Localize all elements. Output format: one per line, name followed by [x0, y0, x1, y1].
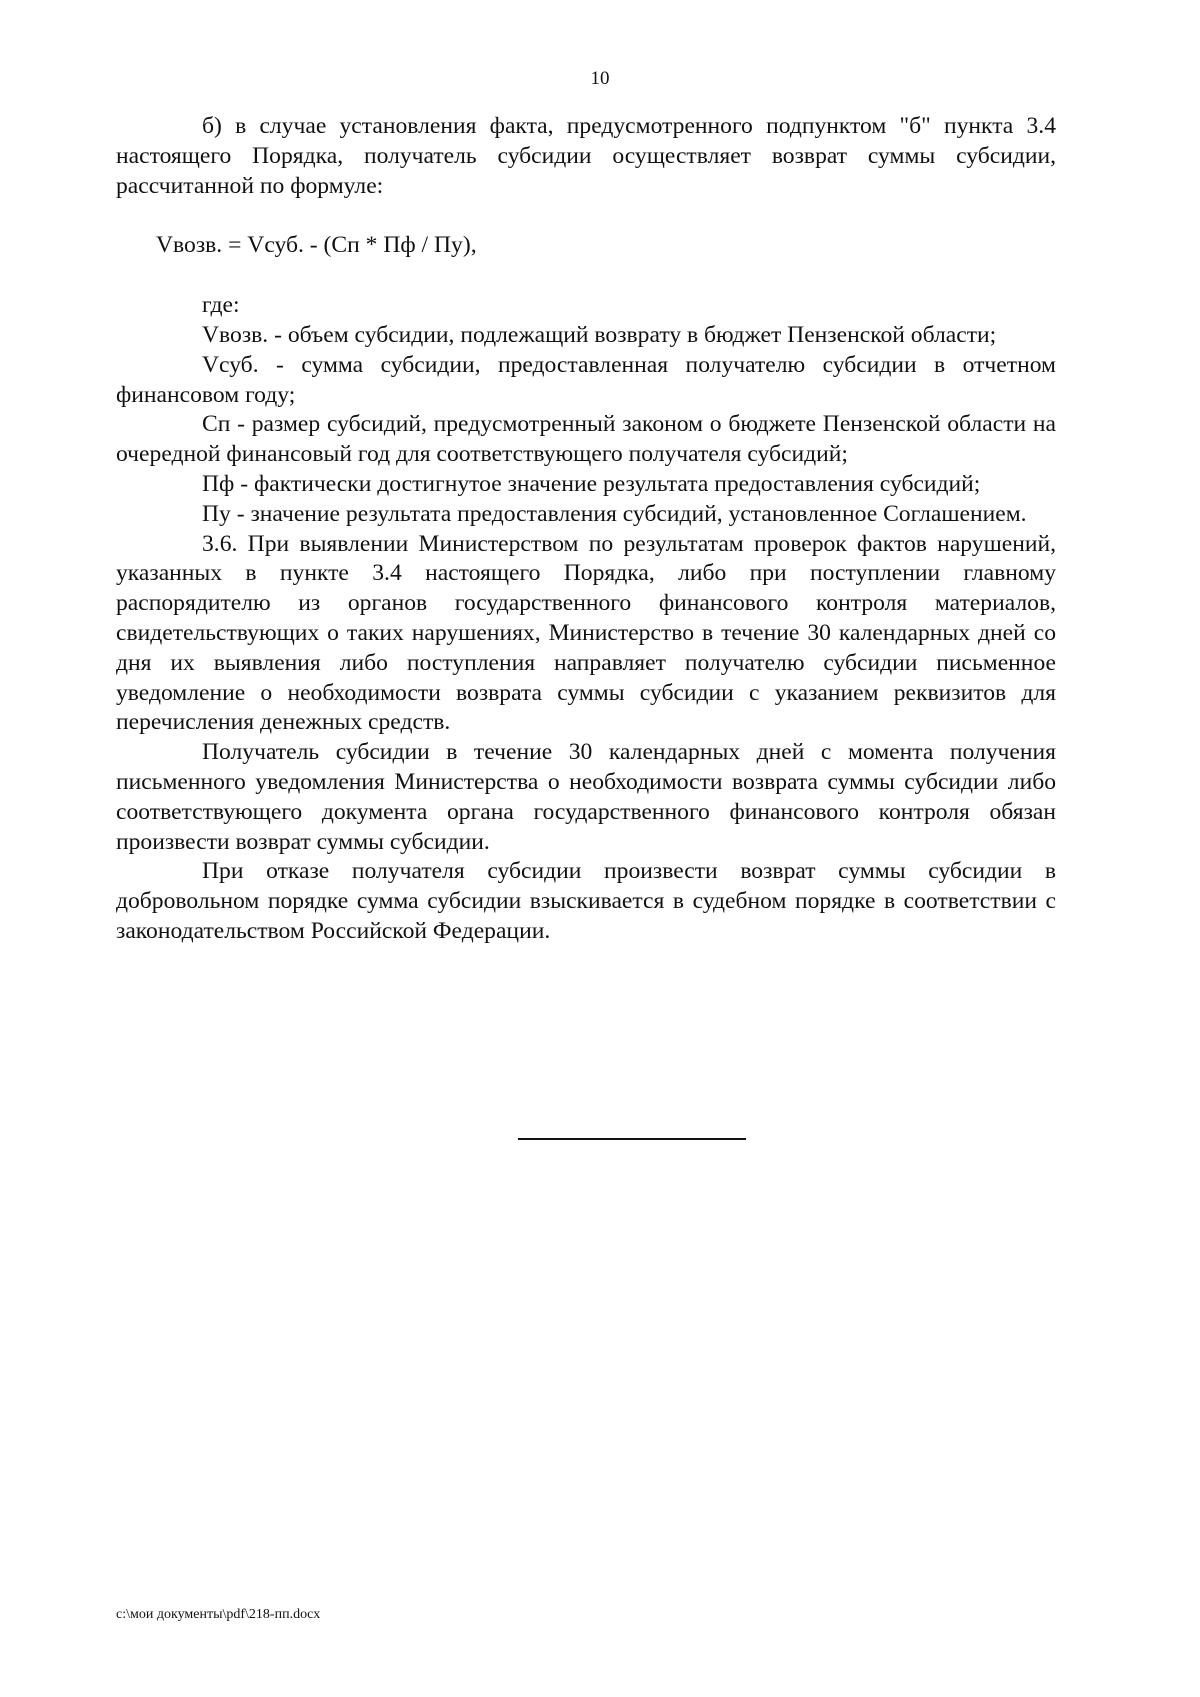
paragraph-3-6: 3.6. При выявлении Министерством по результатам проверок фактов нарушений, указанных в пункте 3.4 настоящего Порядка, либо при поступлении главному распорядителю из органов государственного финансового контроля материалов, свидетельствующих о таких нарушениях, Министерство в течение 30 календарных дней со дня их выявления либо поступления направляет получателю субсидии письменное уведомление о необходимости возврата суммы субсидии с указанием реквизитов для перечисления денежных средств. [116, 530, 1056, 736]
paragraph-refusal: При отказе получателя субсидии произвести возврат суммы субсидии в добровольном порядке сумма субсидии взыскивается в судебном порядке в соответствии с законодательством Российской Федерации. [116, 858, 1056, 944]
formula: Vвозв. = Vсуб. - (Сп * Пф / Пу), [156, 232, 477, 259]
definition-vsub: Vсуб. - сумма субсидии, предоставленная получателю субсидии в отчетном финансовом году; [116, 351, 1056, 408]
paragraph-recipient-obligation: Получатель субсидии в течение 30 календарных дней с момента получения письменного уведомления Министерства о необходимости возврата суммы субсидии либо соответствующего документа органа государственного финансового контроля обязан произвести возврат суммы субсидии. [116, 739, 1056, 855]
where-label: где: [202, 292, 240, 319]
definition-pu: Пу - значение результата предоставления субсидий, установленное Соглашением. [202, 500, 1027, 527]
footer-file-path: c:\мои документы\pdf\218-пп.docx [116, 1607, 321, 1622]
definition-sp: Сп - размер субсидий, предусмотренный законом о бюджете Пензенской области на очередной финансовый год для соответствующего получателя субсидий; [116, 411, 1056, 468]
definition-pf: Пф - фактически достигнутое значение результата предоставления субсидий; [202, 470, 981, 497]
page-number: 10 [590, 68, 610, 89]
document-body [116, 112, 1056, 947]
paragraph-return-condition: б) в случае установления факта, предусмотренного подпунктом "б" пункта 3.4 настоящего Порядка, получатель субсидии осуществляет возврат суммы субсидии, рассчитанной по формуле: [116, 113, 1056, 199]
definition-vvozv: Vвозв. - объем субсидии, подлежащий возврату в бюджет Пензенской области; [202, 321, 997, 348]
end-separator-line [518, 1138, 746, 1140]
